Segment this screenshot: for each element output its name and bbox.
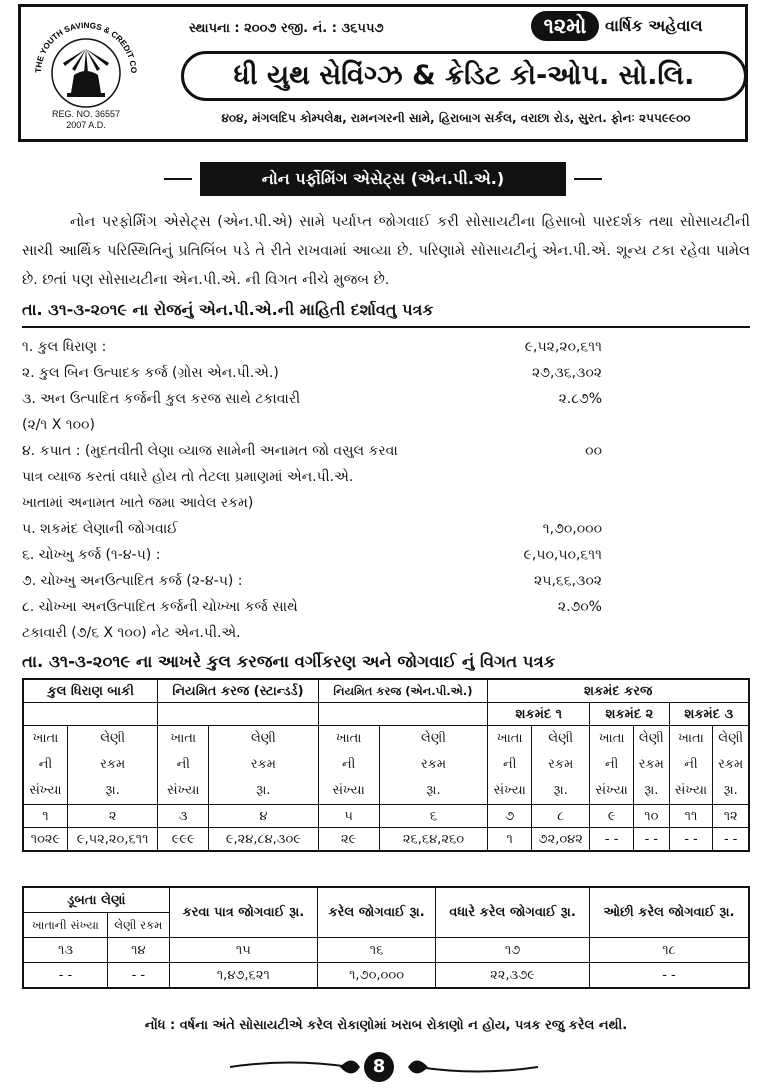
loan-classification-table	[22, 678, 750, 852]
amount-header	[379, 726, 488, 805]
column-number: ૧૧	[669, 805, 713, 828]
amount-header	[713, 726, 749, 805]
bad-debts-header: ડૂબતા લેણાં	[23, 887, 169, 913]
table-cell: - -	[590, 828, 634, 852]
amount-label: રૂા.	[256, 783, 271, 798]
accounts-count-header	[669, 726, 713, 805]
amount-label: લેણી	[250, 731, 276, 746]
npa-item-label: ખાતામાં અનામત ખાતે જમા આવેલ રકમ)	[22, 495, 254, 511]
accounts-count-label: સંખ્યા	[674, 783, 708, 798]
society-logo	[27, 15, 145, 135]
accounts-count-label: ખાતા	[170, 731, 197, 746]
amount-header	[209, 726, 318, 805]
amount-label: રકમ	[420, 757, 447, 772]
annual-number: ૧૨મો	[531, 11, 599, 41]
excess-provision-header: વધારે કરેલ જોગવાઈ રૂા.	[436, 887, 590, 938]
table-cell: ૧૦૨૯	[23, 828, 67, 852]
npa-item	[22, 568, 602, 594]
column-number: ૪	[209, 805, 318, 828]
npa-item	[22, 620, 602, 646]
column-number: ૧૮	[589, 938, 749, 963]
npa-item-value: ૨.૭૦%	[557, 599, 602, 615]
column-number: ૧૬	[317, 938, 435, 963]
npa-heading: તા. ૩૧-૩-૨૦૧૯ ના રોજનું એન.પી.એ.ની માહિતી દર્શાવતુ પત્રક	[22, 300, 434, 319]
amount-label: રૂા.	[644, 783, 659, 798]
intro-paragraph	[22, 208, 750, 295]
amount-label: રકમ	[250, 757, 276, 772]
accounts-count-label: ખાતા	[496, 731, 523, 746]
doubtful-3: શકમંદ ૩	[669, 703, 749, 726]
npa-item	[22, 412, 602, 438]
accounts-count-header	[318, 726, 379, 805]
doubtful-1: શકમંદ ૧	[488, 703, 590, 726]
doubtful-2: શકમંદ ૨	[590, 703, 669, 726]
amount-label: લેણી	[548, 731, 574, 746]
npa-item-label: ૩. અન ઉત્પાદિત કર્જની કુલ કરજ સાથે ટકાવારી	[22, 391, 301, 407]
npa-item-label: ૮. ચોખ્ખા અનઉત્પાદિત કર્જની ચોખ્ખા કર્જ સાથે	[22, 599, 298, 615]
column-number: ૧૭	[436, 938, 590, 963]
column-number: ૬	[379, 805, 488, 828]
sub-header-row	[23, 726, 749, 805]
npa-item-value: ૯,૫૨,૨૦,૬૧૧	[524, 339, 602, 355]
amount-label: રૂા.	[553, 783, 568, 798]
provision-required-header: કરવા પાત્ર જોગવાઈ રૂા.	[169, 887, 317, 938]
npa-item	[22, 516, 602, 542]
amount-header: લેણી રકમ	[107, 913, 169, 938]
society-name: ધી યુથ સેવિંગ્ઝ & ક્રેડિટ કો-ઓપ. સો.લિ.	[181, 51, 747, 101]
npa-item	[22, 438, 602, 464]
column-number: ૯	[590, 805, 634, 828]
accounts-count-label: ખાતા	[598, 731, 625, 746]
accounts-count-label: ખાતા	[335, 731, 362, 746]
amount-label: રૂા.	[723, 783, 738, 798]
npa-heading-rule	[22, 326, 750, 328]
table-cell: - -	[713, 828, 749, 852]
provision-table	[22, 886, 750, 989]
group-regular-npa: નિયમિત કરજ (એન.પી.એ.)	[318, 679, 488, 703]
svg-text:THE YOUTH SAVINGS & CREDIT CO-	[27, 15, 138, 74]
amount-label: લેણી	[421, 731, 446, 746]
npa-item	[22, 542, 602, 568]
amount-header	[634, 726, 669, 805]
npa-item	[22, 334, 602, 360]
value-row	[23, 828, 749, 852]
logo-registration: REG. NO. 36557	[51, 109, 121, 119]
npa-list	[22, 334, 602, 646]
accounts-count-label: સંખ્યા	[29, 783, 62, 798]
npa-item-value: ૨૭,૩૬,૩૦૨	[532, 365, 602, 381]
group-doubtful: શકમંદ કરજ	[488, 679, 749, 703]
npa-item-value: ૧,૭૦,૦૦૦	[542, 521, 602, 537]
npa-item	[22, 594, 602, 620]
npa-item	[22, 360, 602, 386]
page-title: નોન પર્ફોમિંગ એસેટ્સ (એન.પી.એ.)	[200, 162, 566, 196]
amount-label: લેણી	[100, 731, 126, 746]
npa-item	[22, 386, 602, 412]
table-cell: ૯,૨૪,૮૪,૩૦૯	[209, 828, 318, 852]
column-number: ૧૩	[23, 938, 107, 963]
annual-report-badge	[531, 11, 741, 41]
amount-label: રકમ	[638, 757, 664, 772]
page-footer	[230, 1050, 538, 1084]
npa-item-value: ૨.૮૭%	[558, 391, 602, 407]
group-total-loans: કુલ ધિરાણ બાકી	[23, 679, 158, 703]
npa-item-label: ૪. કપાત : (મુદતવીતી લેણા વ્યાજ સામેની અનામત જો વસુલ કરવા	[22, 443, 398, 459]
column-number: ૧૪	[107, 938, 169, 963]
table-cell: - -	[589, 963, 749, 989]
amount-label: રકમ	[100, 757, 126, 772]
table-cell: ૧,૪૭,૬૨૧	[169, 963, 317, 989]
amount-label: લેણી	[718, 731, 744, 746]
accounts-count-header	[23, 726, 67, 805]
accounts-count-label: ની	[684, 757, 698, 772]
group-standard: નિયમિત કરજ (સ્ટાન્ડર્ડ)	[158, 679, 318, 703]
npa-item	[22, 490, 602, 516]
annual-report-label: વાર્ષિક અહેવાલ	[605, 16, 703, 35]
table-cell: - -	[634, 828, 669, 852]
short-provision-header: ઓછી કરેલ જોગવાઈ રૂા.	[589, 887, 749, 938]
accounts-count-label: ખાતા	[678, 731, 704, 746]
header	[18, 4, 748, 142]
amount-label: રકમ	[718, 757, 744, 772]
column-number: ૮	[532, 805, 590, 828]
accounts-count-label: ની	[341, 757, 356, 772]
accounts-count-header: ખાતાની સંખ્યા	[23, 913, 107, 938]
npa-item-label: ૧. કુલ ધિરાણ :	[22, 339, 107, 355]
footnote: નોંધ : વર્ષના અંતે સોસાયટીએ કરેલ રોકાણોમાં ખરાબ રોકાણો ન હોય, પત્રક રજુ કરેલ નથી.	[144, 1018, 628, 1033]
npa-item-label: પાત્ર વ્યાજ કરતાં વધારે હોય તો તેટલા પ્રમાણમાં એન.પી.એ.	[22, 469, 354, 485]
npa-item-label: ૬. ચોખ્ખુ કર્જ (૧-૪-૫) :	[22, 547, 161, 563]
accounts-count-label: ની	[176, 757, 190, 772]
column-number-row	[23, 805, 749, 828]
registration-line: સ્થાપના : ૨૦૦૭ રજી. નં. : ૩૬૫૫૭	[189, 21, 384, 36]
npa-item-label: ૨. કુલ બિન ઉત્પાદક કર્જ (ગ્રોસ એન.પી.એ.)	[22, 365, 279, 381]
page-number: 8	[364, 1052, 394, 1082]
accounts-count-label: સંખ્યા	[595, 783, 628, 798]
logo-year: 2007 A.D.	[66, 120, 106, 130]
column-number: ૭	[488, 805, 532, 828]
accounts-count-label: સંખ્યા	[167, 783, 200, 798]
npa-item-value: ૨૫,૬૬,૩૦૨	[534, 573, 602, 589]
amount-label: રૂા.	[105, 783, 120, 798]
column-number: ૧૫	[169, 938, 317, 963]
npa-item-label: ટકાવારી (૭/૬ X ૧૦૦) નેટ એન.પી.એ.	[22, 625, 241, 641]
accounts-count-label: ની	[503, 757, 517, 772]
column-number: ૧૦	[634, 805, 669, 828]
accounts-count-label: ની	[604, 757, 619, 772]
accounts-count-label: ની	[38, 757, 53, 772]
accounts-count-header	[590, 726, 634, 805]
amount-header	[532, 726, 590, 805]
table-cell: ૭૨,૦૪૨	[532, 828, 590, 852]
amount-label: રૂા.	[426, 783, 441, 798]
table-cell: ૯,૫૨,૨૦,૬૧૧	[67, 828, 157, 852]
accounts-count-header	[158, 726, 209, 805]
table-cell: ૧,૭૦,૦૦૦	[317, 963, 435, 989]
npa-item-value: ૯,૫૦,૫૦,૬૧૧	[523, 547, 602, 563]
npa-item-label: ૫. શકમંદ લેણાની જોગવાઈ	[22, 521, 178, 537]
column-number: ૨	[67, 805, 157, 828]
npa-item-label: (૨/૧ X ૧૦૦)	[22, 417, 95, 433]
column-number: ૧૨	[713, 805, 749, 828]
amount-label: લેણી	[638, 731, 664, 746]
table-cell: ૧	[488, 828, 532, 852]
npa-item-label: ૭. ચોખ્ખુ અનઉત્પાદિત કર્જ (૨-૪-૫) :	[22, 573, 243, 589]
intro-text: નોન પરફોર્મિંગ એસેટ્સ (એન.પી.એ) સામે પર્યાપ્ત જોગવાઈ કરી સોસાયટીના હિસાબો પારદર્શક તથા સોસાયટીની સાચી આર્થિક પરિસ્થિતિનું પ્રતિબિંબ પડે તે રીતે રાખવામાં આવ્યા છે. પરિણામે સોસાયટીનું એન.પી.એ. શૂન્ય ટકા રહેવા પામેલ છે. છતાં પણ સોસાયટીના એન.પી.એ. ની વિગત નીચે મુજબ છે.	[22, 214, 750, 288]
accounts-count-header	[488, 726, 532, 805]
accounts-count-label: સંખ્યા	[332, 783, 365, 798]
classification-heading: તા. ૩૧-૩-૨૦૧૯ ના આખરે કુલ કરજના વર્ગીકરણ અને જોગવાઈ નું વિગત પત્રક	[22, 652, 556, 671]
society-address: ૪૦૪, મંગલદિપ કોમ્પલેક્ષ, રામનગરની સામે, હિરાબાગ સર્કલ, વરાછા રોડ, સુરત. ફોનઃ ૨૫૫૯૯૦૦	[221, 111, 691, 125]
table-cell: ૨૬,૬૪,૨૬૦	[379, 828, 488, 852]
npa-item	[22, 464, 602, 490]
table-cell: ૨૯	[318, 828, 379, 852]
accounts-count-label: ખાતા	[32, 731, 59, 746]
accounts-count-label: સંખ્યા	[493, 783, 526, 798]
table-cell: - -	[107, 963, 169, 989]
table-cell: - -	[23, 963, 107, 989]
provision-made-header: કરેલ જોગવાઈ રૂા.	[317, 887, 435, 938]
column-number-row	[23, 938, 749, 963]
amount-label: રકમ	[548, 757, 574, 772]
logo-circle-text: THE YOUTH SAVINGS & CREDIT CO	[33, 20, 139, 74]
column-number: ૩	[158, 805, 209, 828]
table-cell: ૨૨,૩૭૯	[436, 963, 590, 989]
table-cell: ૯૯૯	[158, 828, 209, 852]
table-cell: - -	[669, 828, 713, 852]
amount-header	[67, 726, 157, 805]
npa-item-value: ૦૦	[585, 443, 602, 459]
value-row	[23, 963, 749, 989]
column-number: ૧	[23, 805, 67, 828]
column-number: ૫	[318, 805, 379, 828]
